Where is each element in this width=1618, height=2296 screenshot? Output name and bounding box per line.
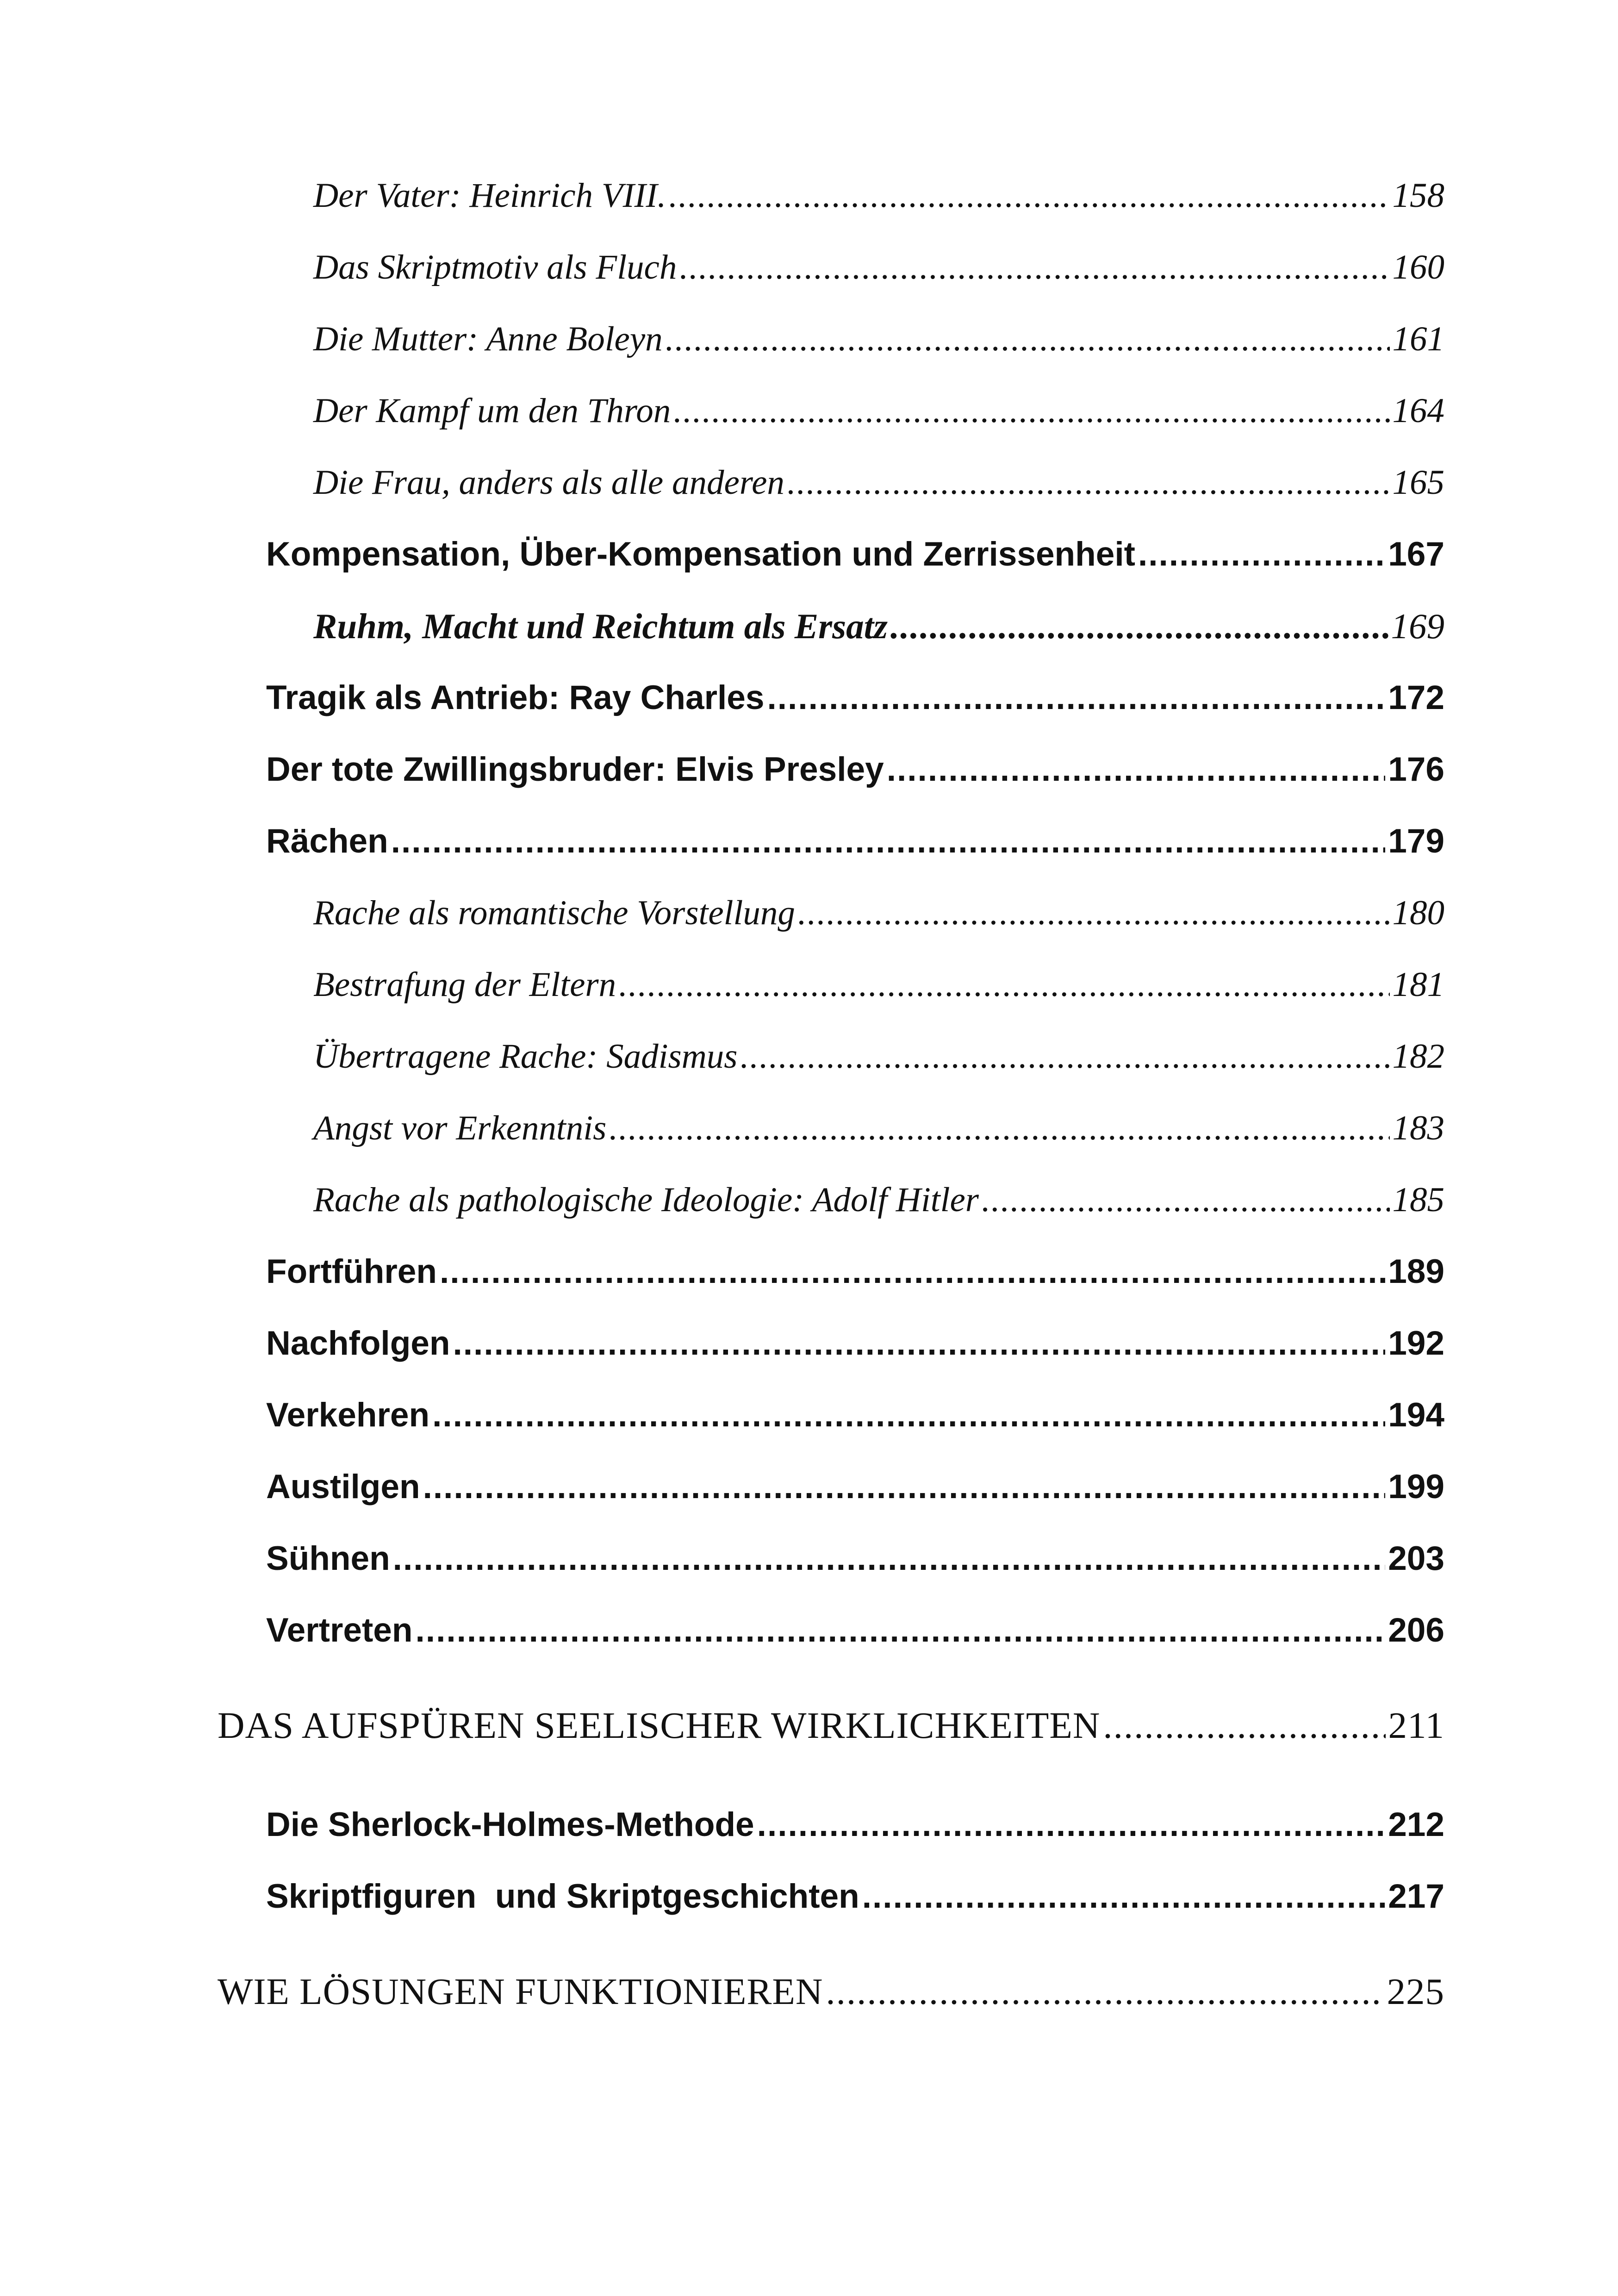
toc-entry-page: 167 <box>1388 535 1444 573</box>
toc-entry-title: Verkehren <box>266 1396 430 1434</box>
toc-entry <box>313 457 1444 508</box>
toc-entry-title: Skriptfiguren und Skriptgeschichten <box>266 1878 859 1915</box>
toc-entry-page: 179 <box>1388 822 1444 860</box>
toc-entry-title: Bestrafung der Eltern <box>313 965 616 1004</box>
toc-leader <box>982 1175 1390 1226</box>
toc-entry-title: Der Vater: Heinrich VIII. <box>313 176 666 215</box>
toc-entry <box>266 1462 1444 1512</box>
toc-entry-title: Angst vor Erkenntnis <box>313 1109 607 1147</box>
toc-leader <box>423 1462 1386 1512</box>
toc-entry-title: Das Skriptmotiv als Fluch <box>313 248 677 286</box>
toc-entry <box>313 170 1444 221</box>
toc-entry-page: 158 <box>1392 176 1444 215</box>
toc-leader <box>669 170 1389 221</box>
toc-leader <box>1138 529 1385 580</box>
toc-chapter-page: 211 <box>1388 1705 1444 1746</box>
toc-entry-page: 161 <box>1392 320 1444 358</box>
toc-chapter-title: DAS AUFSPÜREN SEELISCHER WIRKLICHKEITEN <box>218 1705 1101 1746</box>
toc-leader <box>416 1605 1386 1656</box>
toc-entry-page: 192 <box>1388 1325 1444 1362</box>
toc-entry-title: Die Mutter: Anne Boleyn <box>313 320 663 358</box>
toc-entry-title: Rache als pathologische Ideologie: Adolf Hitler <box>313 1181 979 1219</box>
toc-entry-title: Austilgen <box>266 1468 420 1506</box>
toc-entry-title: Der tote Zwillingsbruder: Elvis Presley <box>266 751 884 788</box>
toc-entry-page: 172 <box>1388 679 1444 716</box>
toc-entry-page: 180 <box>1392 894 1444 932</box>
toc-entry-page: 165 <box>1392 463 1444 502</box>
toc-entry <box>313 242 1444 293</box>
toc-entry <box>313 1175 1444 1226</box>
toc-entry <box>266 744 1444 795</box>
toc-leader <box>679 242 1389 293</box>
toc-entry-page: 181 <box>1392 965 1444 1004</box>
toc-entry-page: 183 <box>1392 1109 1444 1147</box>
toc-entry-title: Rächen <box>266 822 388 860</box>
toc-entry-page: 206 <box>1388 1612 1444 1649</box>
toc-leader <box>887 744 1386 795</box>
toc-entry-page: 169 <box>1391 606 1444 646</box>
toc-entry <box>266 1246 1444 1297</box>
toc-entry <box>266 672 1444 723</box>
toc-leader <box>619 959 1389 1010</box>
toc-entry <box>266 816 1444 867</box>
toc-leader <box>393 1533 1386 1584</box>
toc-leader <box>757 1799 1386 1850</box>
toc-leader <box>862 1871 1385 1922</box>
toc-entry-page: 199 <box>1388 1468 1444 1506</box>
toc-entry-page: 217 <box>1388 1878 1444 1915</box>
toc-leader <box>609 1103 1389 1154</box>
toc-entry-page: 164 <box>1392 392 1444 430</box>
toc-entry <box>313 386 1444 436</box>
toc-entry-page: 176 <box>1388 751 1444 788</box>
toc-entry <box>266 1871 1444 1922</box>
toc-entry-page: 203 <box>1388 1540 1444 1577</box>
toc-entry-title: Die Frau, anders als alle anderen <box>313 463 784 502</box>
toc-leader <box>673 386 1389 436</box>
toc-entry <box>266 1799 1444 1850</box>
toc-entry <box>266 1318 1444 1369</box>
toc-entry-page: 182 <box>1392 1037 1444 1076</box>
toc-entry <box>313 1031 1444 1082</box>
toc-leader <box>1103 1698 1385 1753</box>
toc-entry-title: Tragik als Antrieb: Ray Charles <box>266 679 765 716</box>
toc-leader <box>453 1318 1385 1369</box>
toc-leader <box>767 672 1385 723</box>
toc-entry-page: 189 <box>1388 1253 1444 1290</box>
toc-entry-page: 185 <box>1392 1181 1444 1219</box>
toc-chapter <box>218 1698 1444 1753</box>
toc-entry <box>313 601 1444 652</box>
toc-leader <box>666 314 1390 365</box>
toc-entry-page: 212 <box>1388 1806 1444 1843</box>
toc-entry-title: Übertragene Rache: Sadismus <box>313 1037 738 1076</box>
toc-leader <box>391 816 1385 867</box>
toc-entry <box>266 529 1444 580</box>
toc-entry-title: Rache als romantische Vorstellung <box>313 894 795 932</box>
toc-leader <box>740 1031 1389 1082</box>
toc-entry <box>266 1390 1444 1441</box>
toc-leader <box>798 888 1390 939</box>
toc-entry-page: 160 <box>1392 248 1444 286</box>
toc-leader <box>826 1964 1384 2019</box>
toc-chapter-title: WIE LÖSUNGEN FUNKTIONIEREN <box>218 1971 823 2012</box>
toc-entry <box>266 1533 1444 1584</box>
toc-entry-title: Nachfolgen <box>266 1325 450 1362</box>
toc-entry <box>313 959 1444 1010</box>
toc-entry <box>313 314 1444 365</box>
toc-entry <box>313 1103 1444 1154</box>
toc-entry-title: Die Sherlock-Holmes-Methode <box>266 1806 754 1843</box>
toc-entry-title: Ruhm, Macht und Reichtum als Ersatz <box>313 606 888 646</box>
toc-entry <box>266 1605 1444 1656</box>
toc-chapter <box>218 1964 1444 2019</box>
toc-chapter-page: 225 <box>1387 1971 1444 2012</box>
toc-leader <box>432 1390 1385 1441</box>
toc-entry-title: Fortführen <box>266 1253 437 1290</box>
toc-leader <box>787 457 1390 508</box>
toc-entry-title: Der Kampf um den Thron <box>313 392 671 430</box>
toc-leader <box>890 601 1388 652</box>
toc-entry <box>313 888 1444 939</box>
toc-entry-title: Vertreten <box>266 1612 413 1649</box>
toc-entry-page: 194 <box>1388 1396 1444 1434</box>
toc-entry-title: Sühnen <box>266 1540 390 1577</box>
toc-entry-title: Kompensation, Über-Kompensation und Zerrissenheit <box>266 535 1135 573</box>
toc-leader <box>440 1246 1385 1297</box>
